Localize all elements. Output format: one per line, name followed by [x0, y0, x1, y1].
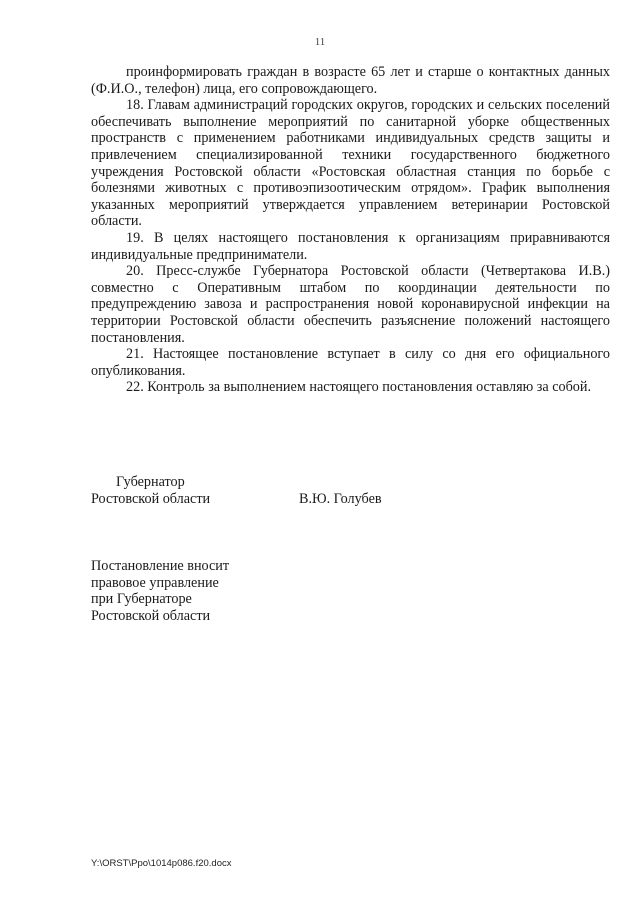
signatory-title: Губернатор [116, 474, 185, 490]
paragraph-22: 22. Контроль за выполнением настоящего постановления оставляю за собой. [126, 379, 592, 396]
issuer-line: Постановление вносит [91, 558, 230, 574]
paragraph-19: 19. В целях настоящего постановления к организациям приравниваются индивидуальные предприниматели. [91, 229, 610, 263]
issuer-line: Ростовской области [91, 607, 211, 624]
issuer-line: при Губернаторе [91, 591, 192, 608]
footer-file-path: Y:\ORST\Ppo\1014p086.f20.docx [91, 858, 232, 869]
document-body [91, 64, 610, 396]
paragraph-continuation: проинформировать граждан в возрасте 65 лет и старше о контактных данных (Ф.И.О., телефон) лица, его сопровождающего. [91, 64, 610, 97]
page-number: 11 [314, 36, 326, 48]
paragraph-21: 21. Настоящее постановление вступает в силу со дня его официального опубликования. [91, 346, 610, 379]
issuer-line: правовое управление [91, 574, 219, 591]
issuer-block [91, 558, 391, 624]
signatory-organization: Ростовской области [91, 490, 211, 507]
signatory-name: В.Ю. Голубев [299, 490, 382, 507]
paragraph-18: 18. Главам администраций городских округов, городских и сельских поселений обеспечивать выполнение мероприятий по санитарной уборке общественных пространств с применением работниками индивидуальных средств защиты и привлечением специализированной техники государственного бюджетного учреждения Ростовской области «Ростовская областная станция по борьбе с болезнями животных с противоэпизоотическим отрядом». График выполнения указанных мероприятий утверждается управлением ветеринарии Ростовской области. [91, 97, 610, 230]
signature-row [91, 491, 610, 508]
signature-block [91, 474, 610, 507]
paragraph-20: 20. Пресс-службе Губернатора Ростовской области (Четвертакова И.В.) совместно с Оперативным штабом по координации деятельности по предупреждению завоза и распространения новой коронавирусной инфекции на территории Ростовской области обеспечить разъяснение положений настоящего постановления. [91, 263, 610, 346]
